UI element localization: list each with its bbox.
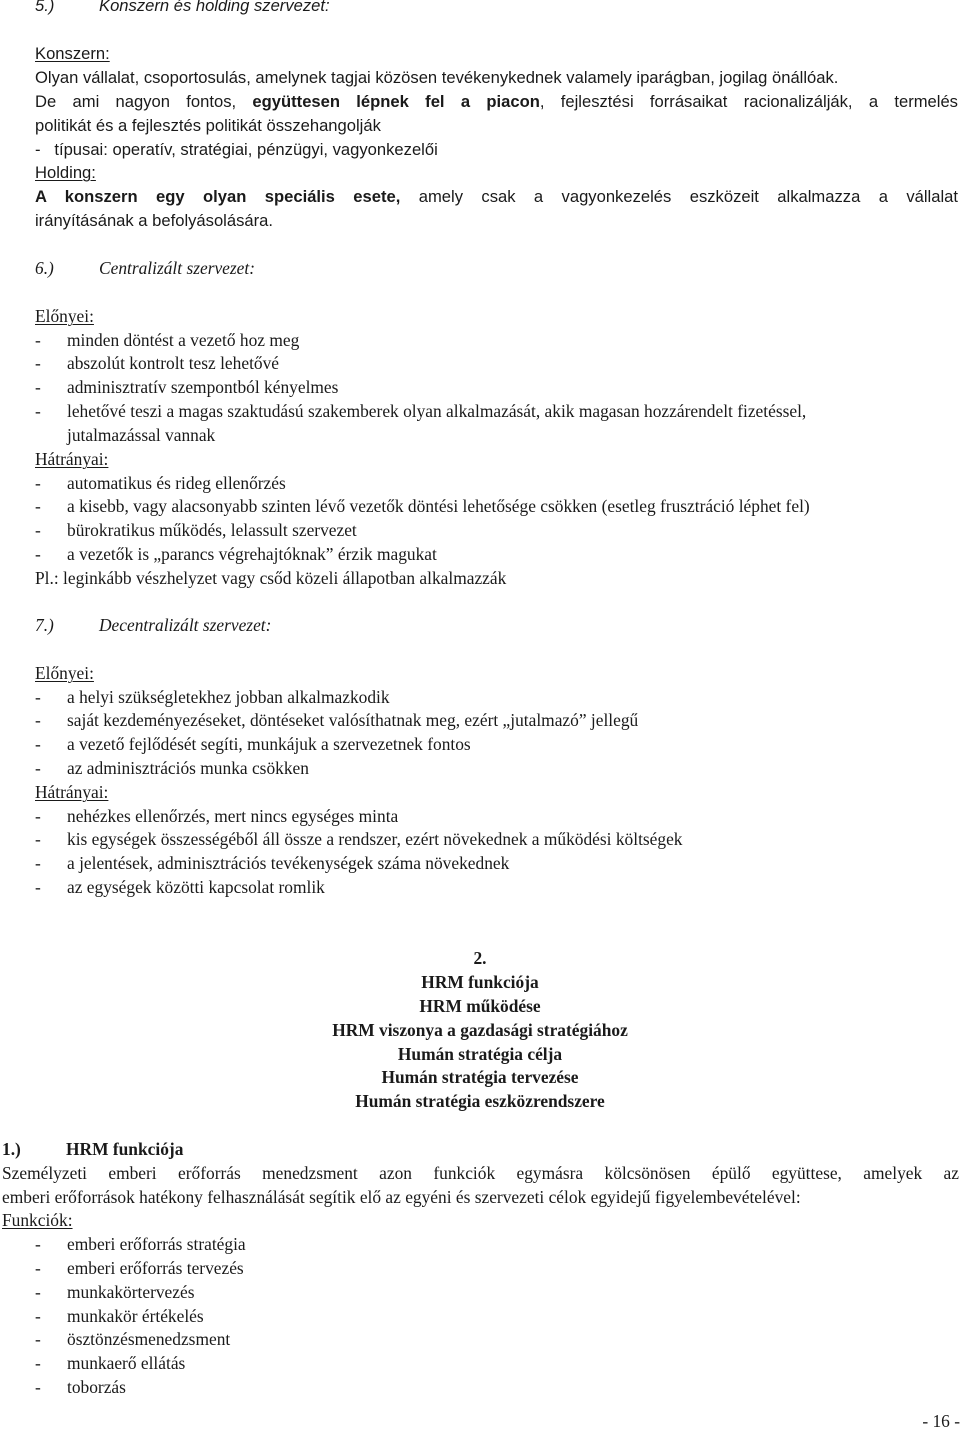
list-item: ösztönzésmenedzsment xyxy=(67,1329,231,1349)
list-item: automatikus és rideg ellenőrzés xyxy=(67,473,286,493)
list-item: nehézkes ellenőrzés, mert nincs egységes minta xyxy=(67,806,399,826)
section-7-title: Decentralizált szervezet: xyxy=(99,615,272,635)
konszern-line-2-a: De ami nagyon fontos, xyxy=(35,92,253,111)
list-dash: - xyxy=(35,1377,41,1397)
section-6-example: Pl.: leginkább vészhelyzet vagy csőd közeli állapotban alkalmazzák xyxy=(35,568,507,588)
list-dash: - xyxy=(35,877,41,897)
list-dash: - xyxy=(35,734,41,754)
list-dash: - xyxy=(35,377,41,397)
list-item: abszolút kontrolt tesz lehetővé xyxy=(67,353,280,373)
chapter-heading: HRM funkciója xyxy=(421,972,539,992)
section-5-number: 5.) xyxy=(35,0,55,15)
chapter-heading: Humán stratégia célja xyxy=(397,1044,563,1064)
list-dash: - xyxy=(35,330,41,350)
section-7-number: 7.) xyxy=(35,615,54,635)
hrm-number: 1.) xyxy=(2,1139,21,1159)
chapter-heading: Humán stratégia eszközrendszere xyxy=(355,1091,605,1111)
list-item: emberi erőforrás tervezés xyxy=(67,1258,244,1278)
list-item: munkakör értékelés xyxy=(67,1306,204,1326)
list-item: az adminisztrációs munka csökken xyxy=(67,758,309,778)
hrm-functions-label: Funkciók: xyxy=(2,1210,73,1230)
chapter-heading: HRM működése xyxy=(419,996,541,1016)
list-item: kis egységek összességéből áll össze a rendszer, ezért növekednek a működési költségek xyxy=(67,829,683,849)
holding-line-2: irányításának a befolyásolására. xyxy=(35,211,273,230)
holding-line-1-rest: amely csak a vagyonkezelés eszközeit alkalmazza a vállalat xyxy=(400,187,958,206)
list-dash: - xyxy=(35,473,41,493)
list-item: emberi erőforrás stratégia xyxy=(67,1234,246,1254)
konszern-types: - típusai: operatív, stratégiai, pénzügyi, vagyonkezelői xyxy=(35,140,438,159)
list-item: a jelentések, adminisztrációs tevékenységek száma növekednek xyxy=(67,853,510,873)
section-6-number: 6.) xyxy=(35,258,54,278)
list-item: a helyi szükségletekhez jobban alkalmazkodik xyxy=(67,687,390,707)
holding-line-1 xyxy=(35,185,958,209)
chapter-2-number: 2. xyxy=(473,948,487,968)
hrm-intro-line-2: emberi erőforrások hatékony felhasználását segítik elő az egyéni és szervezeti célok egyidejű figyelembevételével: xyxy=(2,1187,801,1207)
konszern-line-2 xyxy=(35,90,958,114)
konszern-line-2-c: , fejlesztési forrásaikat racionalizálják, a termelés xyxy=(539,92,958,111)
hrm-heading xyxy=(2,1138,183,1162)
list-item: lehetővé teszi a magas szaktudású szakemberek olyan alkalmazását, akik magasan hozzárendelt fizetéssel, xyxy=(67,401,807,421)
holding-line-1-bold: A konszern egy olyan speciális esete, xyxy=(35,187,401,206)
section-6-cons-label: Hátrányai: xyxy=(35,449,109,469)
list-dash: - xyxy=(35,401,41,421)
section-5-title: Konszern és holding szervezet: xyxy=(99,0,330,15)
list-dash: - xyxy=(35,1353,41,1373)
konszern-label: Konszern: xyxy=(35,44,110,63)
list-dash: - xyxy=(35,1258,41,1278)
list-dash: - xyxy=(35,1306,41,1326)
konszern-line-3: politikát és a fejlesztés politikát összehangolják xyxy=(35,116,381,135)
holding-label: Holding: xyxy=(35,163,96,182)
list-dash: - xyxy=(35,687,41,707)
list-item: saját kezdeményezéseket, döntéseket valósíthatnak meg, ezért „jutalmazó” jellegű xyxy=(67,710,639,730)
list-item-continuation: jutalmazással vannak xyxy=(67,425,216,445)
section-6-heading xyxy=(35,257,255,281)
list-item: toborzás xyxy=(67,1377,126,1397)
list-dash: - xyxy=(35,1329,41,1349)
konszern-line-1: Olyan vállalat, csoportosulás, amelynek tagjai közösen tevékenykednek valamely iparágban, jogilag önállóak. xyxy=(35,68,839,87)
list-item: az egységek közötti kapcsolat romlik xyxy=(67,877,325,897)
section-7-pros-label: Előnyei: xyxy=(35,663,94,683)
list-item: a kisebb, vagy alacsonyabb szinten lévő vezetők döntési lehetősége csökken (esetleg frusztráció léphet fel) xyxy=(67,496,810,516)
list-dash: - xyxy=(35,758,41,778)
section-7-heading xyxy=(35,614,271,638)
chapter-heading: Humán stratégia tervezése xyxy=(381,1067,579,1087)
konszern-line-2-bold: együttesen lépnek fel a piacon xyxy=(252,92,540,111)
list-dash: - xyxy=(35,496,41,516)
hrm-title: HRM funkciója xyxy=(66,1139,184,1159)
chapter-heading: HRM viszonya a gazdasági stratégiához xyxy=(332,1020,628,1040)
list-item: minden döntést a vezető hoz meg xyxy=(67,330,300,350)
list-dash: - xyxy=(35,806,41,826)
list-item: bürokratikus működés, lelassult szervezet xyxy=(67,520,357,540)
list-dash: - xyxy=(35,520,41,540)
section-6-pros-label: Előnyei: xyxy=(35,306,94,326)
list-dash: - xyxy=(35,1234,41,1254)
section-5-heading xyxy=(35,0,330,18)
section-7-cons-label: Hátrányai: xyxy=(35,782,109,802)
list-item: munkakörtervezés xyxy=(67,1282,195,1302)
page-number: - 16 - xyxy=(922,1411,960,1431)
list-item: adminisztratív szempontból kényelmes xyxy=(67,377,339,397)
list-item: a vezetők is „parancs végrehajtóknak” érzik magukat xyxy=(67,544,437,564)
list-dash: - xyxy=(35,853,41,873)
list-dash: - xyxy=(35,1282,41,1302)
list-item: munkaerő ellátás xyxy=(67,1353,186,1373)
hrm-intro-line-1: Személyzeti emberi erőforrás menedzsment azon funkciók egymásra kölcsönösen épülő együttese, amelyek az xyxy=(2,1163,959,1183)
list-dash: - xyxy=(35,544,41,564)
list-dash: - xyxy=(35,829,41,849)
list-item: a vezető fejlődését segíti, munkájuk a szervezetnek fontos xyxy=(67,734,471,754)
section-6-title: Centralizált szervezet: xyxy=(99,258,256,278)
list-dash: - xyxy=(35,353,41,373)
list-dash: - xyxy=(35,710,41,730)
